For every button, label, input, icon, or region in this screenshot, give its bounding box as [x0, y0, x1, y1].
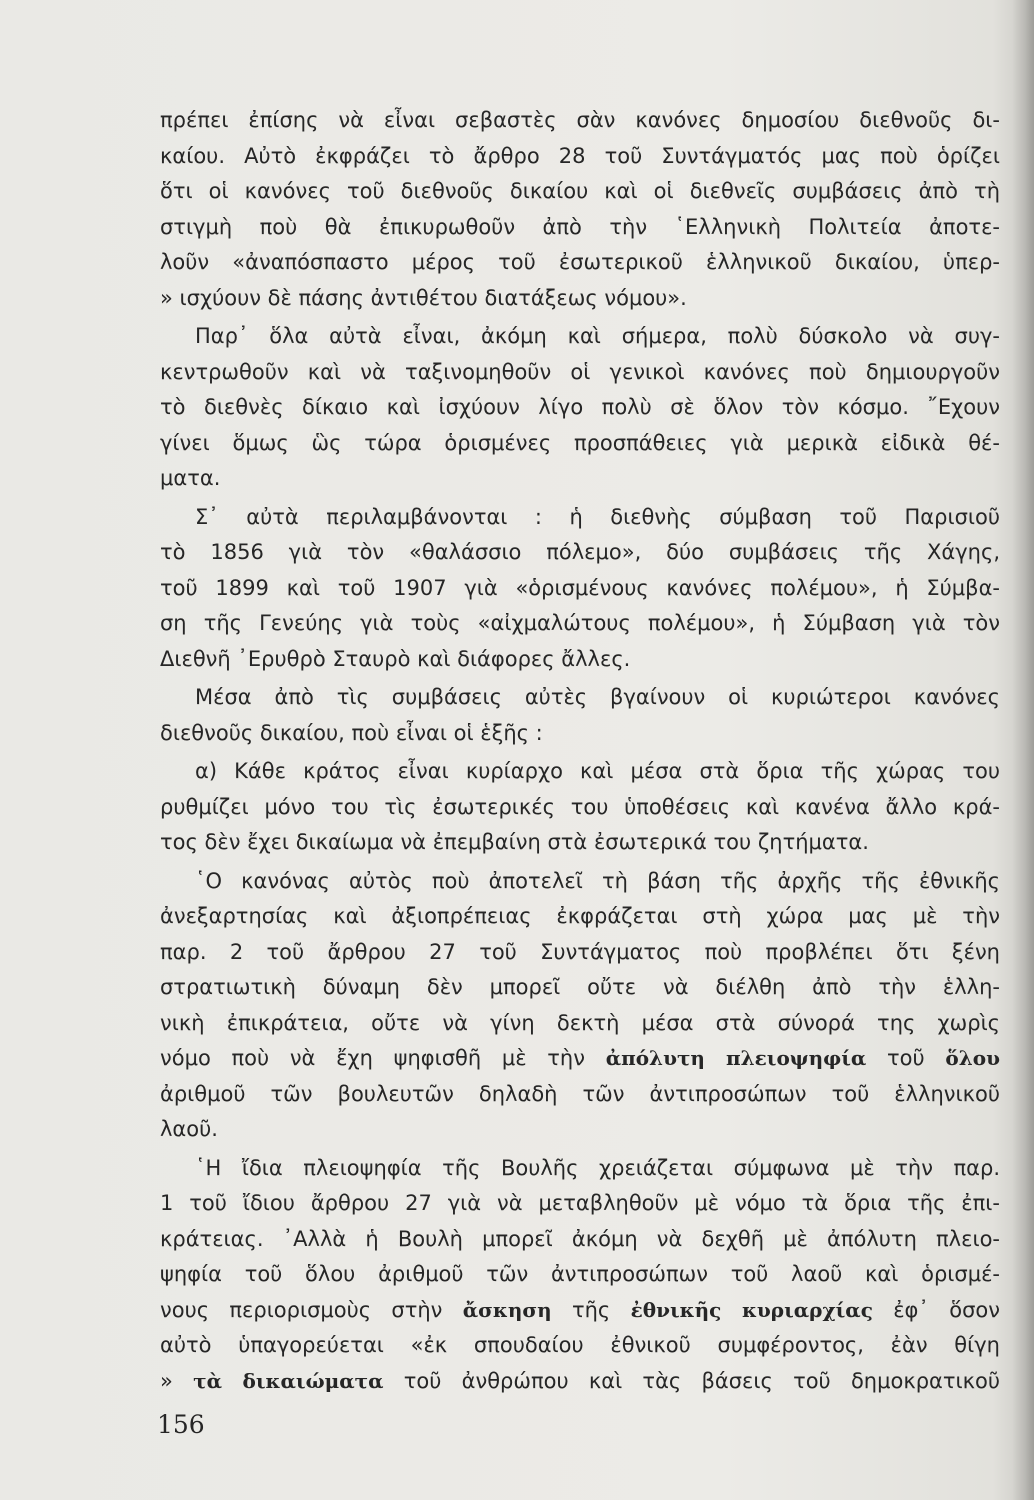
text-line: Μέσα ἀπὸ τὶς συμβάσεις αὐτὲς βγαίνουν οἱ κυριώτεροι κανόνες — [195, 685, 1000, 709]
bold-phrase: ὅλου — [945, 1046, 1000, 1070]
text-segment: τῆς — [571, 1297, 611, 1322]
bold-phrase: ἐθνικῆς κυριαρχίας — [630, 1297, 873, 1322]
text-line-mixed — [160, 1041, 1000, 1077]
text-line: » ισχύουν δὲ πάσης ἀντιθέτου διατάξεως νόμου». — [160, 285, 687, 310]
text-segment: τοῦ — [887, 1046, 925, 1070]
text-line: τὸ διεθνὲς δίκαιο καὶ ἰσχύουν λίγο πολὺ σὲ ὅλον τὸν κόσμο. ῎Εχουν — [160, 395, 1000, 419]
text-line: ρυθμίζει μόνο του τὶς ἐσωτερικές του ὑποθέσεις καὶ κανένα ἄλλο κρά- — [160, 794, 1000, 819]
text-line: ματα. — [160, 466, 221, 490]
text-line: λοῦν «ἀναπόσπαστο μέρος τοῦ ἐσωτερικοῦ ἑλληνικοῦ δικαίου, ὑπερ- — [160, 250, 1000, 274]
text-line: α) Κάθε κράτος εἶναι κυρίαρχο καὶ μέσα στὰ ὅρια τῆς χώρας του — [195, 759, 1000, 783]
text-segment: νους περιορισμοὺς στὴν — [160, 1297, 443, 1322]
text-segment: ἐφ᾽ ὅσον — [893, 1297, 1000, 1322]
text-line-mixed — [160, 1364, 1000, 1400]
body-text — [160, 103, 1010, 1399]
bold-phrase: ἄσκηση — [462, 1297, 552, 1322]
text-line: τὸ 1856 γιὰ τὸν «θαλάσσιο πόλεμο», δύο συμβάσεις τῆς Χάγης, — [160, 540, 1000, 564]
text-line: γίνει ὅμως ὣς τώρα ὁρισμένες προσπάθειες γιὰ μερικὰ εἰδικὰ θέ- — [160, 430, 1000, 455]
text-line: Παρ᾽ ὅλα αὐτὰ εἶναι, ἀκόμη καὶ σήμερα, πολὺ δύσκολο νὰ συγ- — [195, 324, 1000, 348]
text-line: ἀριθμοῦ τῶν βουλευτῶν δηλαδὴ τῶν ἀντιπροσώπων τοῦ ἑλληνικοῦ — [160, 1081, 1000, 1106]
text-line: Διεθνῆ ᾽Ερυθρὸ Σταυρὸ καὶ διάφορες ἄλλες. — [160, 646, 631, 671]
text-line: κεντρωθοῦν καὶ νὰ ταξινομηθοῦν οἱ γενικοὶ κανόνες ποὺ δημιουργοῦν — [160, 359, 1000, 384]
text-line: κράτειας. ᾽Αλλὰ ἡ Βουλὴ μπορεῖ ἀκόμη νὰ δεχθῆ μὲ ἀπόλυτη πλειο- — [160, 1226, 1000, 1251]
text-line: λαοῦ. — [160, 1117, 218, 1141]
text-line: ὅτι οἱ κανόνες τοῦ διεθνοῦς δικαίου καὶ οἱ διεθνεῖς συμβάσεις ἀπὸ τὴ — [160, 179, 1000, 203]
text-line: Σ᾽ αὐτὰ περιλαμβάνονται : ἡ διεθνὴς σύμβαση τοῦ Παρισιοῦ — [195, 504, 1000, 529]
text-line: ῾Η ἴδια πλειοψηφία τῆς Βουλῆς χρειάζεται σύμφωνα μὲ τὴν παρ. — [195, 1155, 1000, 1180]
page-number: 156 — [157, 1410, 205, 1439]
text-line: καίου. Αὐτὸ ἐκφράζει τὸ ἄρθρο 28 τοῦ Συντάγματός μας ποὺ ὁρίζει — [160, 143, 1000, 168]
text-segment: νόμο ποὺ νὰ ἔχη ψηφισθῆ μὲ τὴν — [160, 1046, 585, 1070]
spine-shadow — [1012, 0, 1034, 1500]
bold-phrase: τὰ δικαιώματα — [193, 1368, 384, 1393]
bold-phrase: ἀπόλυτη πλειοψηφία — [605, 1046, 867, 1070]
text-line: ση τῆς Γενεύης γιὰ τοὺς «αἰχμαλώτους πολέμου», ἡ Σύμβαση γιὰ τὸν — [160, 611, 1000, 635]
text-line: 1 τοῦ ἴδιου ἄρθρου 27 γιὰ νὰ μεταβληθοῦν μὲ νόμο τὰ ὅρια τῆς ἐπι- — [160, 1191, 1000, 1215]
text-line: πρέπει ἐπίσης νὰ εἶναι σεβαστὲς σὰν κανόνες δημοσίου διεθνοῦς δι- — [160, 108, 1000, 132]
text-line: αὐτὸ ὑπαγορεύεται «ἐκ σπουδαίου ἐθνικοῦ συμφέροντος, ἐὰν θίγη — [160, 1333, 1000, 1357]
text-line: στρατιωτικὴ δύναμη δὲν μπορεῖ οὔτε νὰ διέλθη ἀπὸ τὴν ἑλλη- — [160, 975, 1000, 999]
text-line-mixed — [160, 1293, 1000, 1329]
text-line: τος δὲν ἔχει δικαίωμα νὰ ἐπεμβαίνη στὰ ἐσωτερικά του ζητήματα. — [160, 830, 869, 854]
text-line: παρ. 2 τοῦ ἄρθρου 27 τοῦ Συντάγματος ποὺ προβλέπει ὅτι ξένη — [160, 939, 1000, 964]
text-line: ψηφία τοῦ ὅλου ἀριθμοῦ τῶν ἀντιπροσώπων τοῦ λαοῦ καὶ ὁρισμέ- — [160, 1262, 1000, 1286]
text-line: στιγμὴ ποὺ θὰ ἐπικυρωθοῦν ἀπὸ τὴν ῾Ελληνικὴ Πολιτεία ἀποτε- — [160, 214, 1000, 239]
text-segment: » — [160, 1368, 173, 1393]
text-line: ῾Ο κανόνας αὐτὸς ποὺ ἀποτελεῖ τὴ βάση τῆς ἀρχῆς τῆς ἐθνικῆς — [195, 868, 1000, 893]
text-line: διεθνοῦς δικαίου, ποὺ εἶναι οἱ ἑξῆς : — [160, 720, 543, 745]
text-line: νικὴ ἐπικράτεια, οὔτε νὰ γίνη δεκτὴ μέσα στὰ σύνορά της χωρὶς — [160, 1010, 1000, 1035]
text-line: ἀνεξαρτησίας καὶ ἀξιοπρέπειας ἐκφράζεται στὴ χώρα μας μὲ τὴν — [160, 904, 1000, 928]
text-segment: τοῦ ἀνθρώπου καὶ τὰς βάσεις τοῦ δημοκρατικοῦ — [403, 1368, 1000, 1393]
text-line: τοῦ 1899 καὶ τοῦ 1907 γιὰ «ὁρισμένους κανόνες πολέμου», ἡ Σύμβα- — [160, 575, 1000, 600]
